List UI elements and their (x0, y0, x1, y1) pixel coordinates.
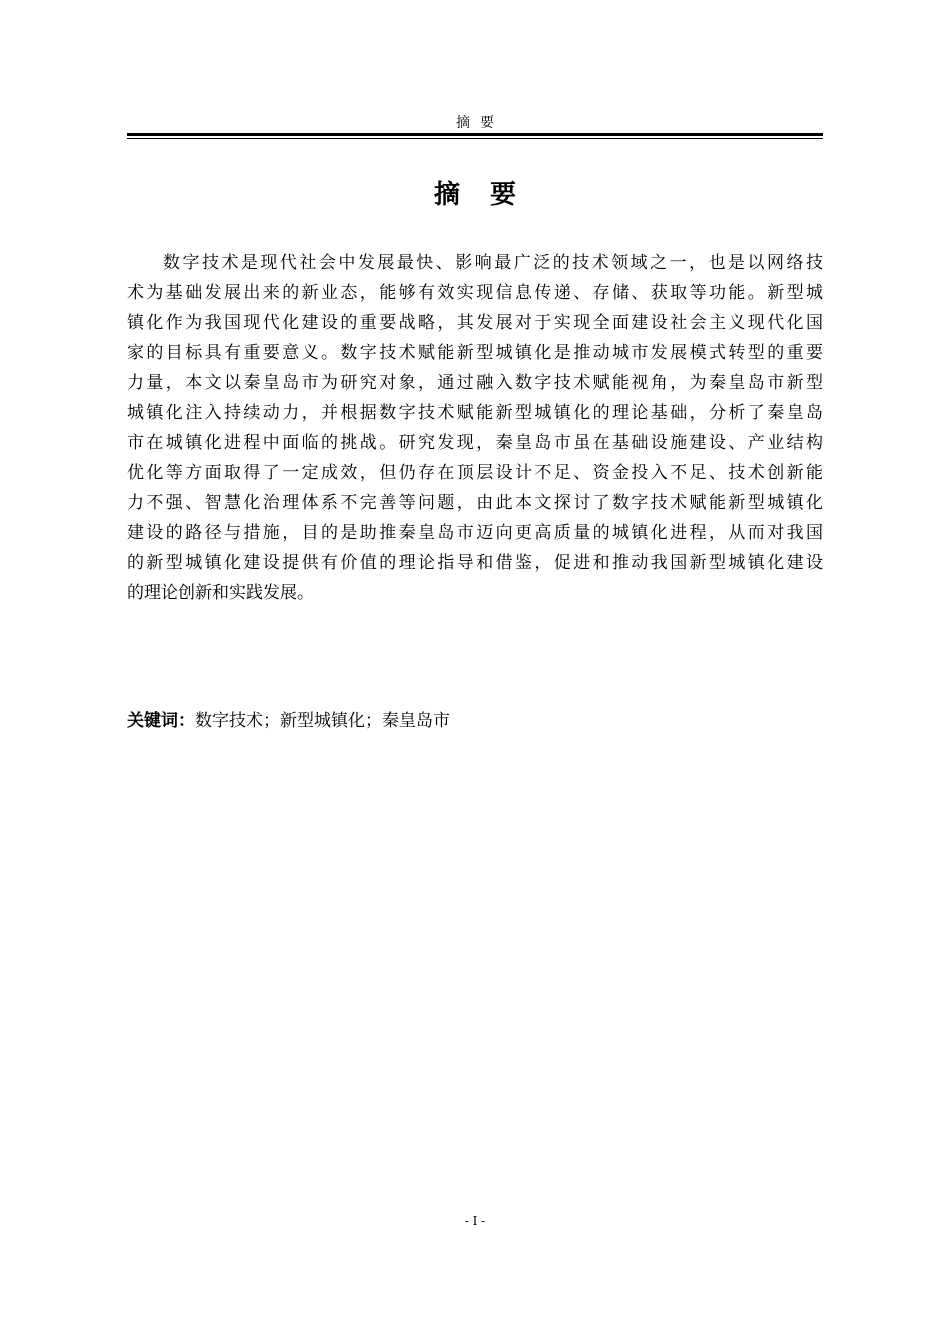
page-title: 摘要 (433, 180, 546, 210)
abstract-line: 的新型城镇化建设提供有价值的理论指导和借鉴，促进和推动我国新型城镇化建设 (127, 553, 823, 573)
abstract-line: 城镇化注入持续动力，并根据数字技术赋能新型城镇化的理论基础，分析了秦皇岛 (127, 403, 823, 423)
abstract-line: 市在城镇化进程中面临的挑战。研究发现，秦皇岛市虽在基础设施建设、产业结构 (127, 433, 823, 453)
abstract-line: 的理论创新和实践发展。 (127, 583, 314, 603)
abstract-line: 优化等方面取得了一定成效，但仍存在顶层设计不足、资金投入不足、技术创新能 (127, 463, 823, 483)
abstract-line: 建设的路径与措施，目的是助推秦皇岛市迈向更高质量的城镇化进程，从而对我国 (127, 523, 823, 543)
abstract-line: 家的目标具有重要意义。数字技术赋能新型城镇化是推动城市发展模式转型的重要 (127, 343, 823, 363)
abstract-line: 数字技术是现代社会中发展最快、影响最广泛的技术领域之一，也是以网络技 (163, 253, 823, 273)
abstract-paragraph (127, 248, 823, 608)
keywords (127, 707, 823, 735)
page-number: - I - (464, 1214, 486, 1228)
abstract-line: 镇化作为我国现代化建设的重要战略，其发展对于实现全面建设社会主义现代化国 (127, 313, 823, 333)
abstract-line: 力不强、智慧化治理体系不完善等问题，由此本文探讨了数字技术赋能新型城镇化 (127, 493, 823, 513)
running-header: 摘要 (456, 115, 504, 131)
header-rule-thin (127, 138, 823, 139)
keywords-label: 关键词： (127, 711, 195, 731)
abstract-line: 术为基础发展出来的新业态，能够有效实现信息传递、存储、获取等功能。新型城 (127, 283, 823, 303)
abstract-line: 力量，本文以秦皇岛市为研究对象，通过融入数字技术赋能视角，为秦皇岛市新型 (127, 373, 823, 393)
keywords-value: 数字技术；新型城镇化；秦皇岛市 (195, 711, 450, 731)
header-rule-thick (127, 133, 823, 136)
